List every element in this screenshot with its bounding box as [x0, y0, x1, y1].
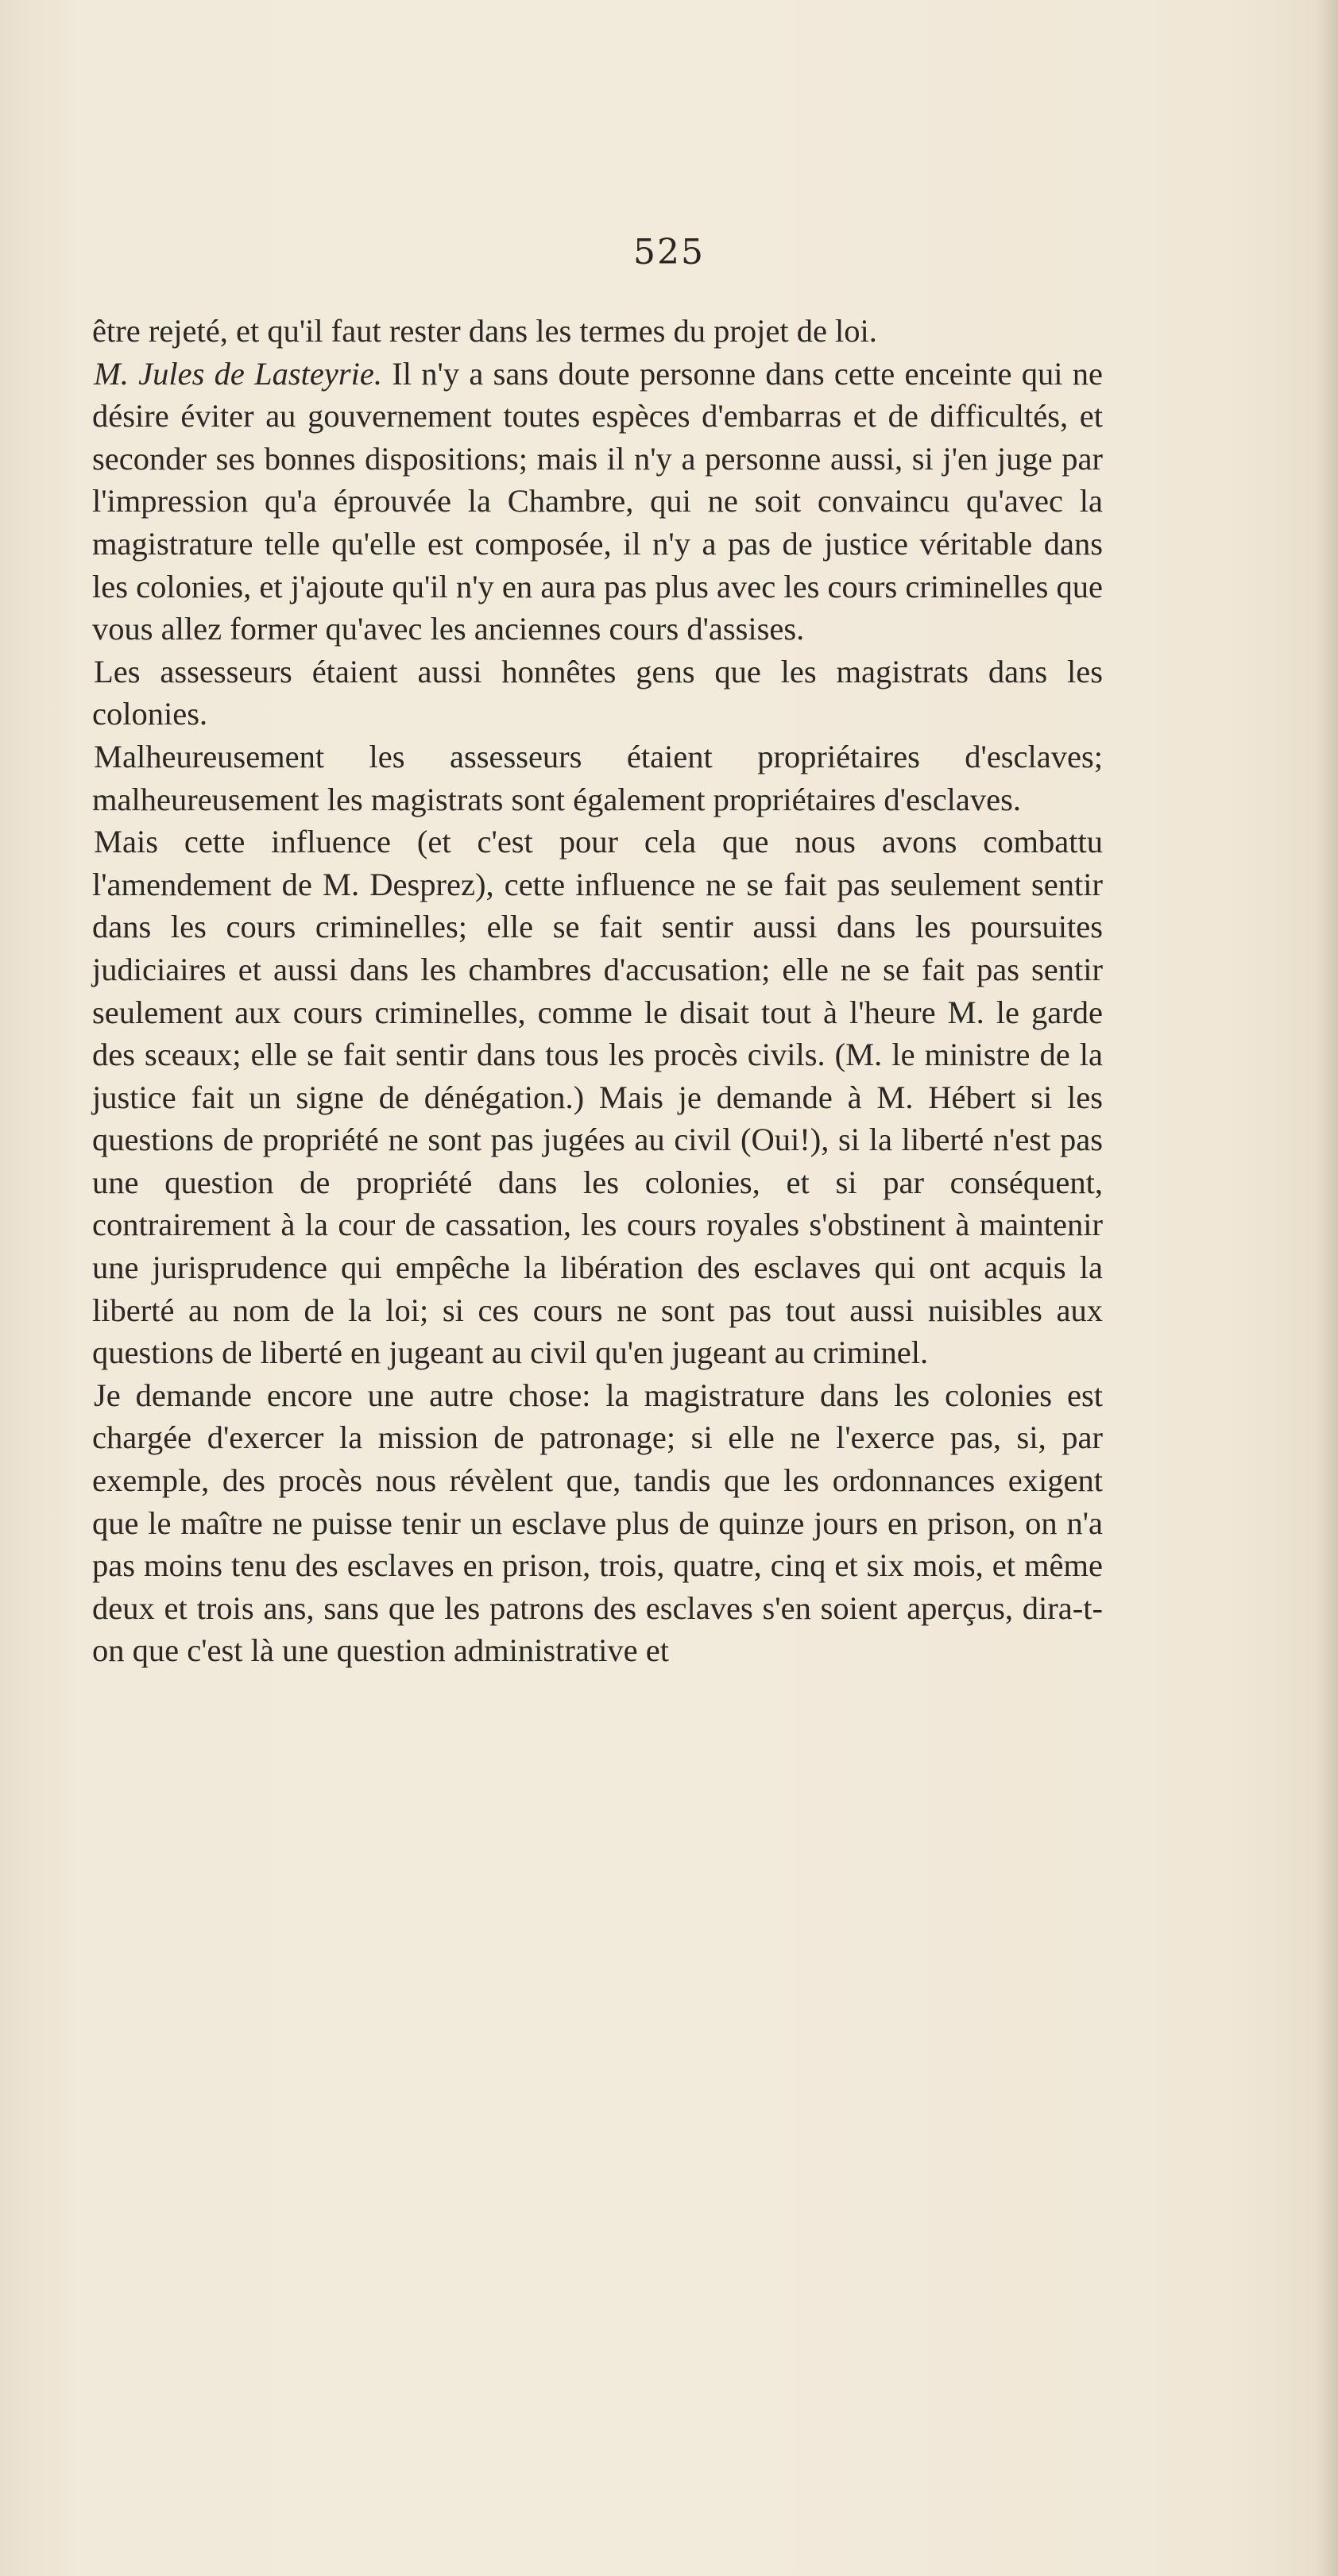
paragraph: [92, 736, 1103, 821]
paragraph: [92, 821, 1103, 1374]
paragraph-text: Malheureusement les assesseurs étaient propriétaires d'esclaves; malheureusement les magistrats sont également propriétaires d'esclaves.: [92, 738, 1103, 817]
paragraph-text: Les assesseurs étaient aussi honnêtes gens que les magistrats dans les colonies.: [92, 653, 1103, 732]
body-text: [92, 310, 1103, 1672]
page-edge-shadow: [1316, 0, 1338, 2576]
paragraph-text: Je demande encore une autre chose: la magistrature dans les colonies est chargée d'exercer la mission de patronage; si elle ne l'exerce pas, si, par exemple, des procès nous révèlent que, tandis que les ordonnances exigent que le maître ne puisse tenir un esclave plus de quinze jours en prison, on n'a pas moins tenu des esclaves en prison, trois, quatre, cinq et six mois, et même deux et trois ans, sans que les patrons des esclaves s'en soient aperçus, dira-t-on que c'est là une question administrative et: [92, 1377, 1103, 1669]
paragraph-speech: [92, 353, 1103, 651]
speaker-name: M. Jules de Lasteyrie.: [94, 355, 382, 392]
paragraph: [92, 651, 1103, 736]
paragraph-text: Mais cette influence (et c'est pour cela que nous avons combattu l'amendement de M. Desprez), cette influence ne se fait pas seulement sentir dans les cours criminelles; elle se fait sentir aussi dans les poursuites judiciaires et aussi dans les chambres d'accusation; elle ne se fait pas sentir seulement aux cours criminelles, comme le disait tout à l'heure M. le garde des sceaux; elle se fait sentir dans tous les procès civils. (M. le ministre de la justice fait un signe de dénégation.) Mais je demande à M. Hébert si les questions de propriété ne sont pas jugées au civil (Oui!), si la liberté n'est pas une question de propriété dans les colonies, et si par conséquent, contrairement à la cour de cassation, les cours royales s'obstinent à maintenir une jurisprudence qui empêche la libération des esclaves qui ont acquis la liberté au nom de la loi; si ces cours ne sont pas tout aussi nuisibles aux questions de liberté en jugeant au civil qu'en jugeant au criminel.: [92, 824, 1103, 1371]
paragraph-continuation: [92, 310, 1103, 353]
paragraph-text: être rejeté, et qu'il faut rester dans les termes du projet de loi.: [92, 313, 877, 349]
paragraph: [92, 1374, 1103, 1672]
paragraph-text: Il n'y a sans doute personne dans cette enceinte qui ne désire éviter au gouvernement toutes espèces d'embarras et de difficultés, et seconder ses bonnes dispositions; mais il n'y a personne aussi, si j'en juge par l'impression qu'a éprouvée la Chambre, qui ne soit convaincu qu'avec la magistrature telle qu'elle est composée, il n'y a pas de justice véritable dans les colonies, et j'ajoute qu'il n'y en aura pas plus avec les cours criminelles que vous allez former qu'avec les anciennes cours d'assises.: [92, 355, 1103, 647]
page-number: 525: [633, 232, 705, 272]
